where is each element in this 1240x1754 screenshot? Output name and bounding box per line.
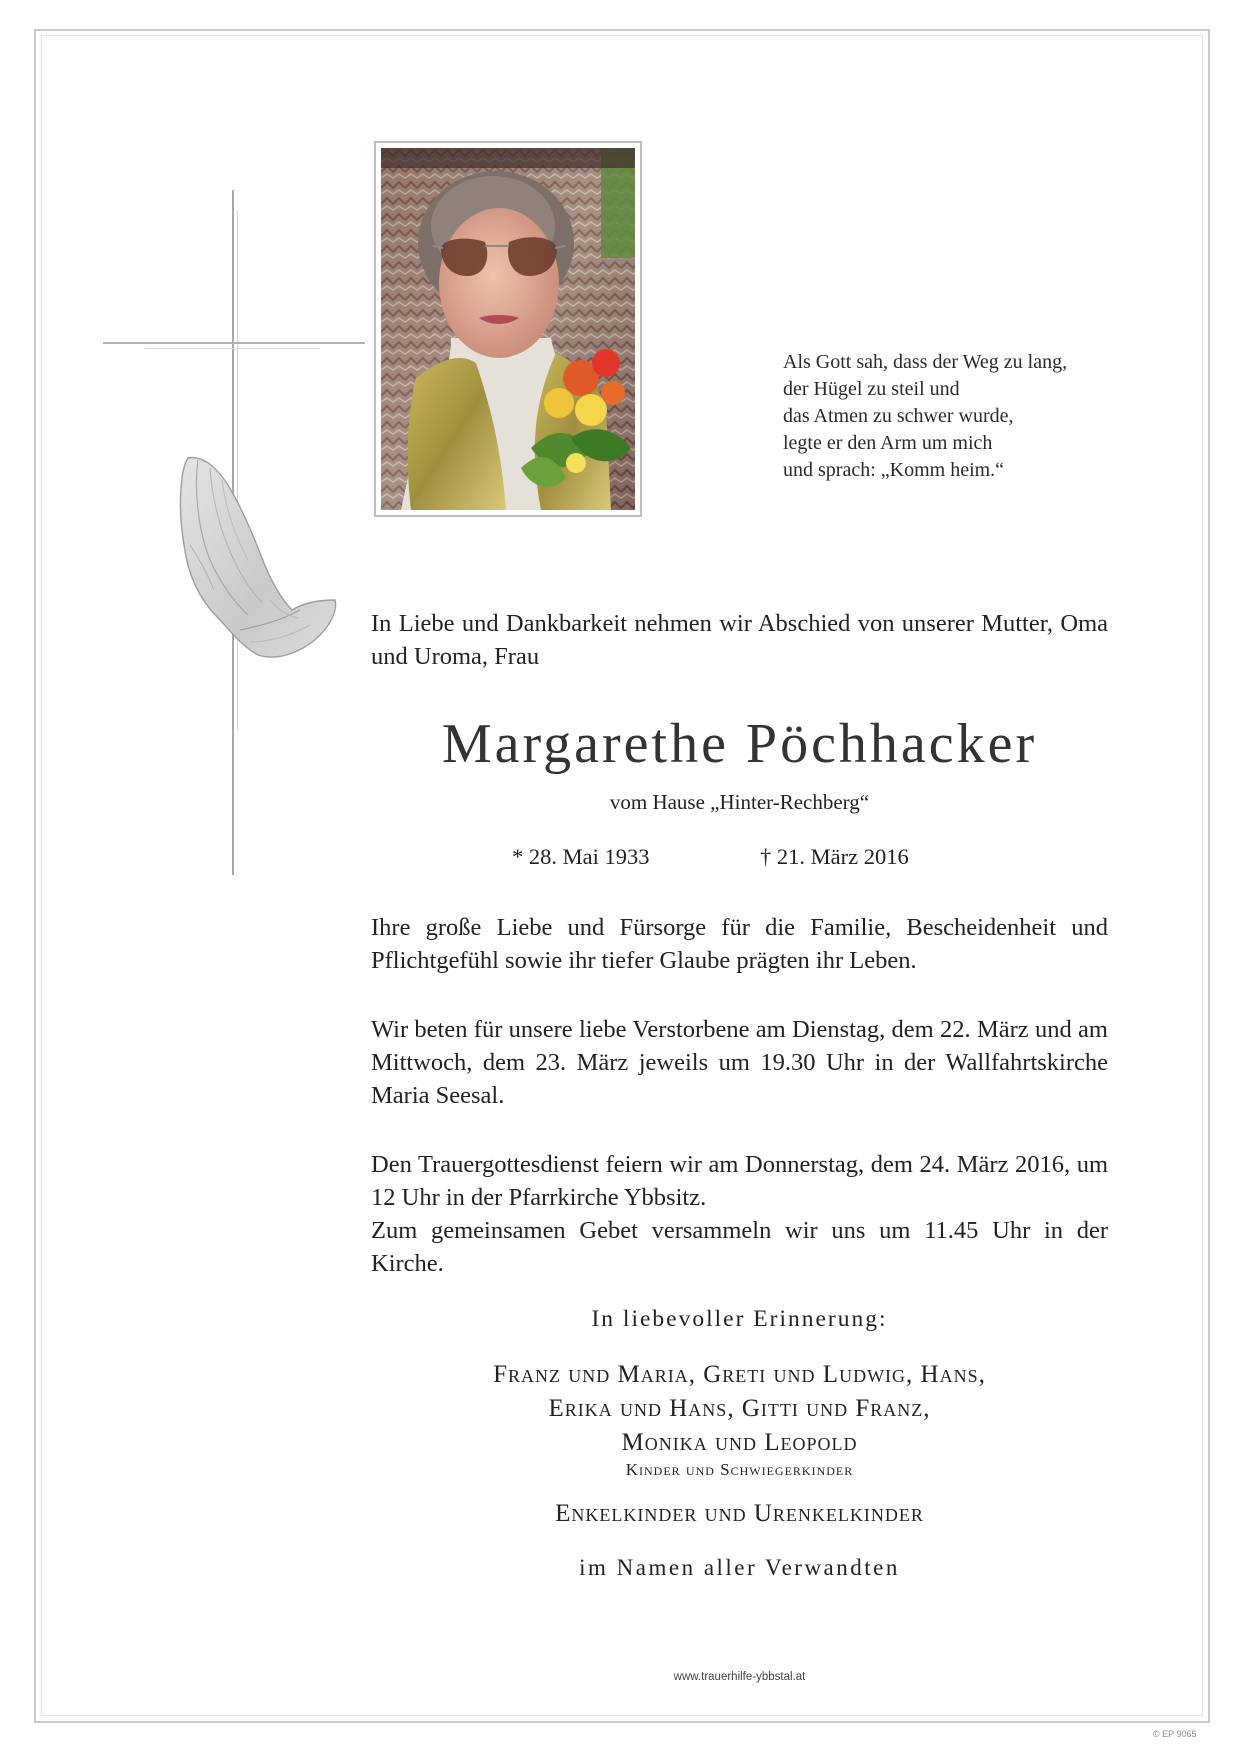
grandchildren-line: Enkelkinder und Urenkelkinder bbox=[555, 1500, 924, 1527]
service-paragraph bbox=[371, 1148, 1108, 1280]
children-names-line: Erika und Hans, Gitti und Franz, bbox=[548, 1395, 931, 1422]
gathering-text: Zum gemeinsamen Gebet versammeln wir uns um 11.45 Uhr in der Kirche. bbox=[371, 1217, 1108, 1277]
website-link[interactable]: www.trauerhilfe-ybbstal.at bbox=[673, 1671, 806, 1683]
poem-line: das Atmen zu schwer wurde, bbox=[783, 405, 1014, 427]
prayer-paragraph: Wir beten für unsere liebe Verstorbene am Dienstag, dem 22. März und am Mittwoch, dem 23. März jeweils um 19.30 Uhr in der Wallfahrtskirche Maria Seesal. bbox=[371, 1016, 1108, 1109]
children-names-line: Monika und Leopold bbox=[621, 1429, 858, 1456]
poem-line: und sprach: „Komm heim.“ bbox=[783, 459, 1005, 481]
cross-horizontal-shadow bbox=[145, 348, 320, 349]
children-label: Kinder und Schwiegerkinder bbox=[625, 1460, 854, 1479]
deceased-name: Margarethe Pöchhacker bbox=[441, 713, 1038, 775]
death-date: † 21. März 2016 bbox=[760, 844, 909, 869]
poem-block bbox=[783, 349, 1133, 484]
house-name: vom Hause „Hinter-Rechberg“ bbox=[609, 790, 870, 814]
life-paragraph: Ihre große Liebe und Fürsorge für die Familie, Bescheidenheit und Pflichtgefühl sowie ihr tiefer Glaube prägten ihr Leben. bbox=[371, 914, 1108, 974]
children-names-line: Franz und Maria, Greti und Ludwig, Hans, bbox=[493, 1361, 986, 1388]
service-text: Den Trauergottesdienst feiern wir am Donnerstag, dem 24. März 2016, um 12 Uhr in der Pfarrkirche Ybbsitz. bbox=[371, 1151, 1108, 1211]
relatives-line: im Namen aller Verwandten bbox=[579, 1555, 900, 1580]
poem-line: der Hügel zu steil und bbox=[783, 378, 960, 400]
memory-heading: In liebevoller Erinnerung: bbox=[591, 1306, 888, 1332]
template-code: © EP 9065 bbox=[1153, 1729, 1197, 1739]
birth-date: * 28. Mai 1933 bbox=[512, 844, 650, 869]
praying-hands-icon bbox=[170, 450, 340, 665]
intro-text: In Liebe und Dankbarkeit nehmen wir Abschied von unserer Mutter, Oma und Uroma, Frau bbox=[371, 610, 1108, 670]
portrait-photo bbox=[381, 148, 635, 510]
poem-line: legte er den Arm um mich bbox=[783, 432, 993, 454]
cross-horizontal-beam bbox=[103, 342, 365, 344]
poem-line: Als Gott sah, dass der Weg zu lang, bbox=[783, 351, 1068, 373]
